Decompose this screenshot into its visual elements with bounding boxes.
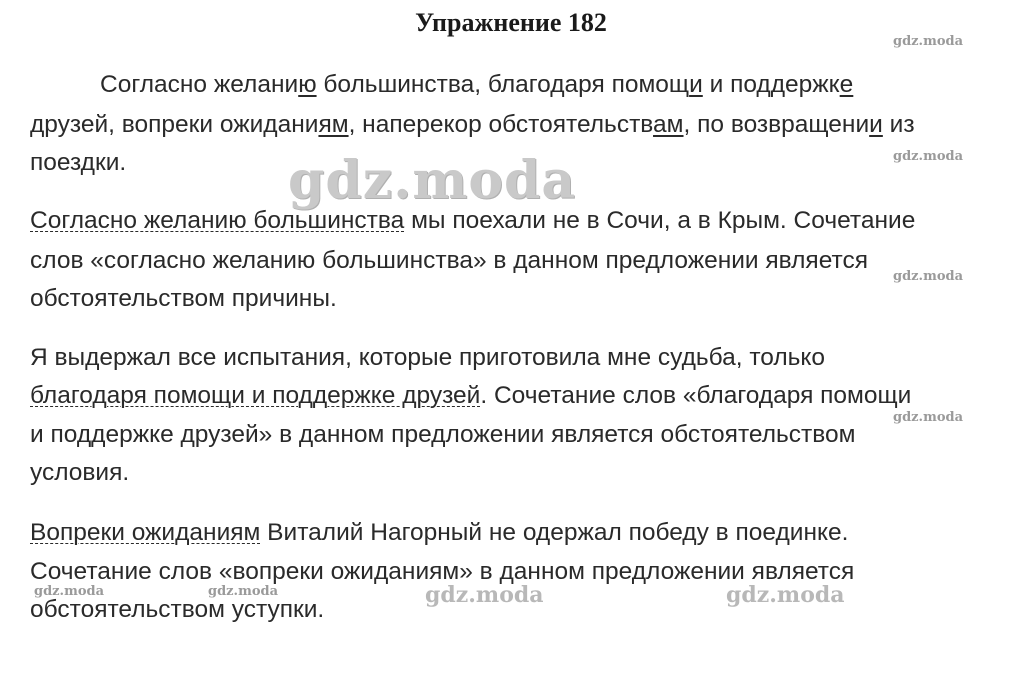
- adverbial-phrase: Вопреки ожиданиям: [30, 519, 261, 546]
- ending-underlined: ю: [298, 71, 317, 98]
- watermark: gdz.moda: [893, 34, 964, 49]
- ending-underlined: ам: [653, 111, 684, 138]
- intro-line-3: поездки.: [30, 149, 127, 176]
- exercise-title: Упражнение 182: [415, 8, 607, 37]
- ending-underlined: е: [839, 71, 854, 98]
- p3-text: Виталий Нагорный не одержал победу в поединке.: [260, 519, 849, 546]
- ending-underlined: ям: [318, 111, 349, 138]
- watermark-large: gdz.moda: [288, 150, 577, 211]
- watermark: gdz.moda: [893, 410, 964, 425]
- p2-line-4: условия.: [30, 459, 130, 486]
- intro-text: Согласно желани: [100, 71, 299, 98]
- adverbial-phrase: благодаря помощи и поддержке друзей: [30, 382, 481, 409]
- watermark: gdz.moda: [425, 582, 544, 608]
- adverbial-phrase: Согласно желанию большинства: [30, 207, 405, 234]
- p1-line-2: слов «согласно желанию большинства» в данном предложении является: [30, 247, 868, 274]
- p2-line-2: [30, 381, 911, 411]
- p1-text: мы поехали не в Сочи, а в Крым. Сочетание: [404, 207, 916, 234]
- p2-line-3: и поддержке друзей» в данном предложении является обстоятельством: [30, 421, 856, 448]
- intro-text: большинства, благодаря помощ: [316, 71, 690, 98]
- p2-text: . Сочетание слов «благодаря помощи: [480, 382, 912, 409]
- p3-line-1: [30, 518, 848, 548]
- watermark: gdz.moda: [726, 582, 845, 608]
- p1-line-3: обстоятельством причины.: [30, 285, 337, 312]
- watermark: gdz.moda: [893, 269, 964, 284]
- intro-line-1: [100, 70, 853, 100]
- p3-line-3: обстоятельством уступки.: [30, 596, 325, 623]
- intro-text: , по возвращени: [683, 111, 870, 138]
- intro-text: из: [882, 111, 915, 138]
- ending-underlined: и: [689, 71, 703, 98]
- watermark: gdz.moda: [208, 584, 279, 599]
- p2-line-1: Я выдержал все испытания, которые приготовила мне судьба, только: [30, 344, 826, 371]
- watermark: gdz.moda: [34, 584, 105, 599]
- intro-text: , наперекор обстоятельств: [348, 111, 654, 138]
- p3-line-2: Сочетание слов «вопреки ожиданиям» в данном предложении является: [30, 558, 855, 585]
- watermark: gdz.moda: [893, 149, 964, 164]
- intro-text: и поддержк: [702, 71, 840, 98]
- intro-line-2: [30, 110, 915, 140]
- ending-underlined: и: [869, 111, 883, 138]
- intro-text: друзей, вопреки ожидани: [30, 111, 319, 138]
